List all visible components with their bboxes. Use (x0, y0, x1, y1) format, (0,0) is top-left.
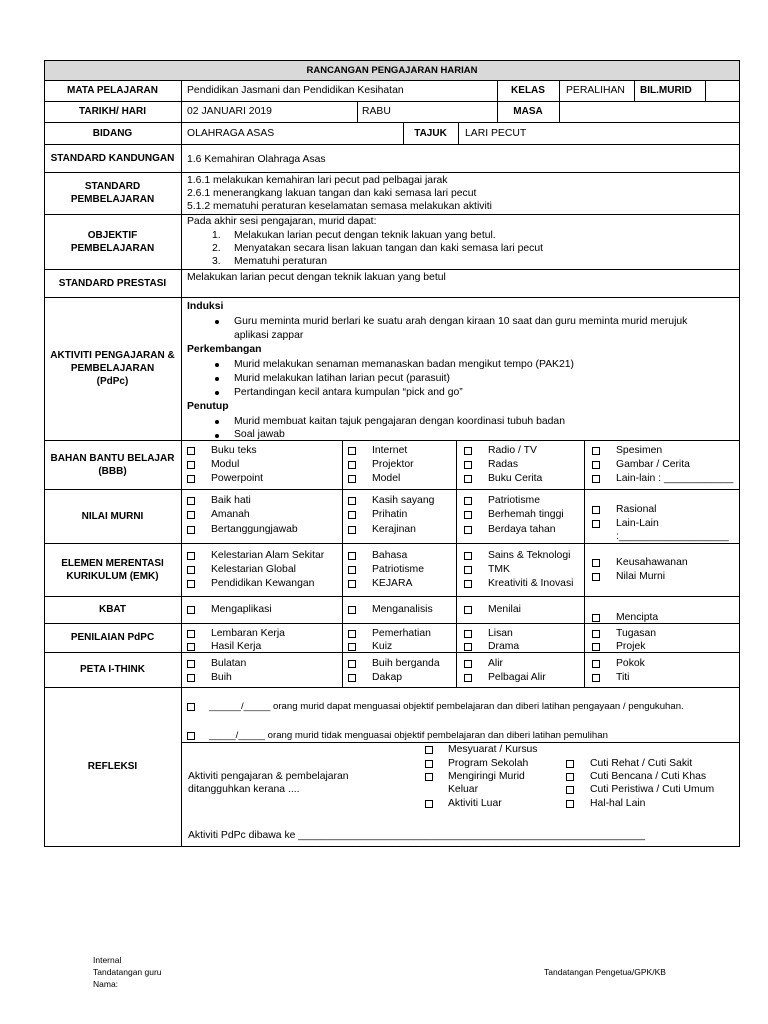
emk-item: Kelestarian Alam Sekitar (211, 550, 325, 561)
bbb-item: Buku teks (211, 445, 257, 456)
nilai-item: Lain-Lain (616, 518, 659, 529)
checkbox[interactable] (464, 674, 472, 682)
penilaian-item: Projek (616, 641, 646, 652)
checkbox[interactable] (464, 526, 472, 534)
checkbox[interactable] (464, 552, 472, 560)
standard-kandungan-label: STANDARD KANDUNGAN (50, 152, 175, 164)
ditangguh-line-2: ditangguhkan kerana .... (188, 784, 300, 795)
bidang-label: BIDANG (92, 127, 133, 139)
checkbox[interactable] (592, 630, 600, 638)
ithink-item: Dakap (372, 672, 403, 683)
checkbox[interactable] (425, 760, 433, 768)
checkbox[interactable] (592, 559, 600, 567)
bbb-item: Internet (372, 445, 408, 456)
sp-line-3: 5.1.2 mematuhi peraturan keselamatan semasa melakukan aktiviti (187, 201, 492, 212)
nilai-item: Patriotisme (488, 495, 540, 506)
checkbox[interactable] (592, 573, 600, 581)
obj-item-3: Mematuhi peraturan (234, 256, 327, 267)
tajuk-value: LARI PECUT (465, 128, 527, 139)
ithink-label: PETA I-THINK (80, 664, 145, 675)
nilai-item: Berdaya tahan (488, 524, 556, 535)
checkbox[interactable] (464, 475, 472, 483)
checkbox[interactable] (592, 614, 600, 622)
checkbox[interactable] (592, 674, 600, 682)
checkbox[interactable] (348, 552, 356, 560)
emk-item: TMK (488, 564, 510, 575)
emk-item: Kelestarian Global (211, 564, 296, 575)
induksi-item-1-cont: aplikasi zappar (234, 330, 304, 341)
kbat-item: Menilai (488, 604, 521, 615)
bbb-item: Spesimen (616, 445, 663, 456)
checkbox[interactable] (566, 786, 574, 794)
checkbox[interactable] (187, 461, 195, 469)
bbb-item: Lain-lain : ____________ (616, 473, 734, 484)
checkbox[interactable] (187, 566, 195, 574)
reason-item: Aktiviti Luar (448, 798, 502, 809)
ithink-item: Titi (616, 672, 630, 683)
checkbox[interactable] (464, 566, 472, 574)
emk-item: Pendidikan Kewangan (211, 578, 315, 589)
reason-item: Program Sekolah (448, 758, 529, 769)
standard-kandungan-value: 1.6 Kemahiran Olahraga Asas (187, 154, 326, 165)
checkbox[interactable] (187, 475, 195, 483)
objektif-label (44, 214, 181, 269)
bbb-label-line2: (BBB) (98, 465, 127, 477)
penilaian-item: Lisan (488, 628, 513, 639)
akt-label-line3: (PdPc) (96, 376, 129, 387)
footer-nama: Nama: (93, 979, 119, 989)
checkbox[interactable] (592, 660, 600, 668)
bullet-icon (215, 320, 219, 324)
akt-label-line1: AKTIVITI PENGAJARAN & (50, 350, 175, 361)
reason-item-cont: Keluar (448, 784, 479, 795)
penutup-item-1: Murid membuat kaitan tajuk pengajaran dengan koordinasi tubuh badan (234, 416, 565, 427)
bbb-item: Gambar / Cerita (616, 459, 690, 470)
induksi-heading: Induksi (187, 301, 224, 312)
perk-item-1: Murid melakukan senaman memanaskan badan mengikut tempo (PAK21) (234, 359, 574, 370)
checkbox[interactable] (592, 643, 600, 651)
footer-ttd-pengetua: Tandatangan Pengetua/GPK/KB (544, 967, 666, 977)
penilaian-item: Hasil Kerja (211, 641, 262, 652)
checkbox[interactable] (592, 461, 600, 469)
checkbox[interactable] (187, 643, 195, 651)
checkbox[interactable] (592, 520, 600, 528)
hari-value: RABU (362, 106, 391, 117)
checkbox[interactable] (348, 511, 356, 519)
checkbox[interactable] (566, 773, 574, 781)
obj-item-2-num: 2. (212, 243, 221, 254)
checkbox[interactable] (348, 606, 356, 614)
checkbox[interactable] (592, 475, 600, 483)
checkbox[interactable] (464, 660, 472, 668)
checkbox[interactable] (187, 497, 195, 505)
penutup-item-2: Soal jawab (234, 429, 285, 440)
obj-item-3-num: 3. (212, 256, 221, 267)
checkbox[interactable] (464, 606, 472, 614)
checkbox[interactable] (348, 566, 356, 574)
checkbox[interactable] (187, 703, 195, 711)
emk-item: KEJARA (372, 578, 413, 589)
refleksi-line-2: _____/_____ orang murid tidak menguasai objektif pembelajaran dan diberi latihan pemulihan (209, 730, 608, 741)
emk-item: Kreativiti & Inovasi (488, 578, 574, 589)
ithink-item: Bulatan (211, 658, 247, 669)
checkbox[interactable] (464, 630, 472, 638)
kbat-label: KBAT (98, 604, 127, 615)
tarikh-value: 02 JANUARI 2019 (187, 106, 272, 117)
ithink-item: Pokok (616, 658, 645, 669)
checkbox[interactable] (348, 580, 356, 588)
kelas-value: PERALIHAN (566, 85, 625, 96)
penilaian-item: Drama (488, 641, 520, 652)
emk-item: Keusahawanan (616, 557, 688, 568)
obj-item-2: Menyatakan secara lisan lakuan tangan dan kaki semasa lari pecut (234, 243, 544, 254)
refleksi-line-1: ______/_____ orang murid dapat menguasai objektif pembelajaran dan diberi latihan pengayaan / pengukuhan. (209, 701, 684, 712)
standard-prestasi-label: STANDARD PRESTASI (58, 277, 167, 289)
tajuk-label: TAJUK (414, 127, 447, 139)
bullet-icon (215, 391, 219, 395)
checkbox[interactable] (348, 497, 356, 505)
nilai-item: Kerajinan (372, 524, 416, 535)
bidang-value: OLAHRAGA ASAS (187, 128, 275, 139)
penilaian-label: PENILAIAN PdPC (70, 632, 155, 643)
checkbox[interactable] (348, 461, 356, 469)
obj-item-1-num: 1. (212, 230, 221, 241)
sp-label-line2: PEMBELAJARAN (70, 194, 155, 205)
induksi-item-1: Guru meminta murid berlari ke suatu arah dengan kiraan 10 saat dan guru meminta murid merujuk (234, 316, 688, 327)
checkbox[interactable] (187, 660, 195, 668)
penilaian-item: Pemerhatian (372, 628, 431, 639)
ithink-item: Buih berganda (372, 658, 440, 669)
bbb-item: Modul (211, 459, 240, 470)
checkbox[interactable] (348, 660, 356, 668)
masa-label: MASA (513, 106, 543, 117)
obj-intro: Pada akhir sesi pengajaran, murid dapat: (187, 216, 377, 227)
reason-item: Cuti Bencana / Cuti Khas (590, 771, 707, 782)
akt-label-line2: PEMBELAJARAN (70, 363, 155, 374)
kbat-item: Mencipta (616, 612, 659, 623)
emk-label-line2: KURIKULUM (EMK) (66, 570, 159, 582)
obj-item-1: Melakukan larian pecut dengan teknik lakuan yang betul. (234, 230, 496, 241)
checkbox[interactable] (187, 674, 195, 682)
checkbox[interactable] (425, 800, 433, 808)
checkbox[interactable] (464, 643, 472, 651)
checkbox[interactable] (425, 773, 433, 781)
bbb-item: Radas (488, 459, 519, 470)
footer-ttd-guru: Tandatangan guru (93, 967, 162, 977)
checkbox[interactable] (348, 447, 356, 455)
checkbox[interactable] (348, 475, 356, 483)
nilai-item: Amanah (211, 509, 250, 520)
checkbox[interactable] (187, 552, 195, 560)
emk-item: Patriotisme (372, 564, 424, 575)
perkembangan-heading: Perkembangan (187, 344, 262, 355)
nilai-item: Kasih sayang (372, 495, 435, 506)
standard-pembelajaran-label (44, 172, 181, 214)
perk-item-3: Pertandingan kecil antara kumpulan “pick and go” (234, 387, 463, 398)
obj-label-line2: PEMBELAJARAN (70, 242, 155, 254)
checkbox[interactable] (187, 580, 195, 588)
checkbox[interactable] (348, 643, 356, 651)
penilaian-item: Tugasan (616, 628, 657, 639)
nilai-item: Rasional (616, 504, 657, 515)
ithink-item: Pelbagai Alir (488, 672, 546, 683)
sp-line-2: 2.6.1 menerangkang lakuan tangan dan kaki semasa lari pecut (187, 188, 477, 199)
nilai-item: Berhemah tinggi (488, 509, 564, 520)
mata-pelajaran-value: Pendidikan Jasmani dan Pendidikan Kesihatan (187, 85, 404, 96)
checkbox[interactable] (187, 511, 195, 519)
obj-label-line1: OBJEKTIF (87, 229, 138, 241)
nilai-item: Baik hati (211, 495, 251, 506)
emk-label-line1: ELEMEN MERENTASI (61, 557, 164, 569)
ditangguh-line-1: Aktiviti pengajaran & pembelajaran (188, 771, 349, 782)
sp-label-line1: STANDARD (84, 181, 141, 192)
bullet-icon (215, 420, 219, 424)
checkbox[interactable] (592, 447, 600, 455)
bbb-item: Buku Cerita (488, 473, 543, 484)
page-title: RANCANGAN PENGAJARAN HARIAN (306, 65, 478, 76)
reason-item: Mesyuarat / Kursus (448, 744, 538, 755)
bullet-icon (215, 434, 219, 438)
footer-internal: Internal (93, 955, 122, 965)
kbat-item: Mengaplikasi (211, 604, 272, 615)
bullet-icon (215, 363, 219, 367)
aktiviti-label (44, 297, 181, 440)
emk-item: Bahasa (372, 550, 408, 561)
ithink-item: Buih (211, 672, 232, 683)
bbb-item: Model (372, 473, 401, 484)
bbb-item: Powerpoint (211, 473, 263, 484)
penutup-heading: Penutup (187, 401, 229, 412)
penilaian-item: Kuiz (372, 641, 393, 652)
checkbox[interactable] (464, 580, 472, 588)
checkbox[interactable] (187, 630, 195, 638)
checkbox[interactable] (566, 800, 574, 808)
checkbox[interactable] (464, 511, 472, 519)
refleksi-label: REFLEKSI (87, 761, 138, 772)
checkbox[interactable] (348, 674, 356, 682)
checkbox[interactable] (348, 526, 356, 534)
checkbox[interactable] (592, 506, 600, 514)
perk-item-2: Murid melakukan latihan larian pecut (parasuit) (234, 373, 451, 384)
bil-murid-label: BIL.MURID (640, 85, 692, 96)
nilai-item: Prihatin (372, 509, 408, 520)
emk-label (44, 543, 181, 596)
standard-prestasi-value: Melakukan larian pecut dengan teknik lakuan yang betul (187, 272, 446, 283)
checkbox[interactable] (464, 447, 472, 455)
emk-item: Nilai Murni (616, 571, 666, 582)
checkbox[interactable] (187, 606, 195, 614)
bbb-item: Radio / TV (488, 445, 537, 456)
sp-line-1: 1.6.1 melakukan kemahiran lari pecut pad pelbagai jarak (187, 175, 448, 186)
bbb-label (44, 440, 181, 489)
bbb-label-line1: BAHAN BANTU BELAJAR (50, 452, 175, 464)
emk-item: Sains & Teknologi (488, 550, 571, 561)
mata-pelajaran-label: MATA PELAJARAN (67, 85, 158, 96)
nilai-item: Bertanggungjawab (211, 524, 298, 535)
reason-item: Cuti Rehat / Cuti Sakit (590, 758, 693, 769)
reason-item: Hal-hal Lain (590, 798, 646, 809)
reason-item: Mengiringi Murid (448, 771, 525, 782)
checkbox[interactable] (464, 461, 472, 469)
nilai-lain-line: :___________________ (616, 531, 729, 542)
bullet-icon (215, 377, 219, 381)
checkbox[interactable] (566, 760, 574, 768)
kelas-label: KELAS (511, 85, 545, 96)
checkbox[interactable] (187, 732, 195, 740)
penilaian-item: Lembaran Kerja (211, 628, 285, 639)
ithink-item: Alir (488, 658, 504, 669)
reason-item: Cuti Peristiwa / Cuti Umum (590, 784, 715, 795)
tarikh-label: TARIKH/ HARI (78, 106, 147, 117)
bbb-item: Projektor (372, 459, 414, 470)
checkbox[interactable] (425, 746, 433, 754)
checkbox[interactable] (187, 447, 195, 455)
checkbox[interactable] (348, 630, 356, 638)
nilai-murni-label: NILAI MURNI (81, 510, 144, 522)
kbat-item: Menganalisis (372, 604, 433, 615)
dibawa-line: Aktiviti PdPc dibawa ke ____________________________________________________________ (188, 830, 646, 841)
checkbox[interactable] (187, 526, 195, 534)
checkbox[interactable] (464, 497, 472, 505)
